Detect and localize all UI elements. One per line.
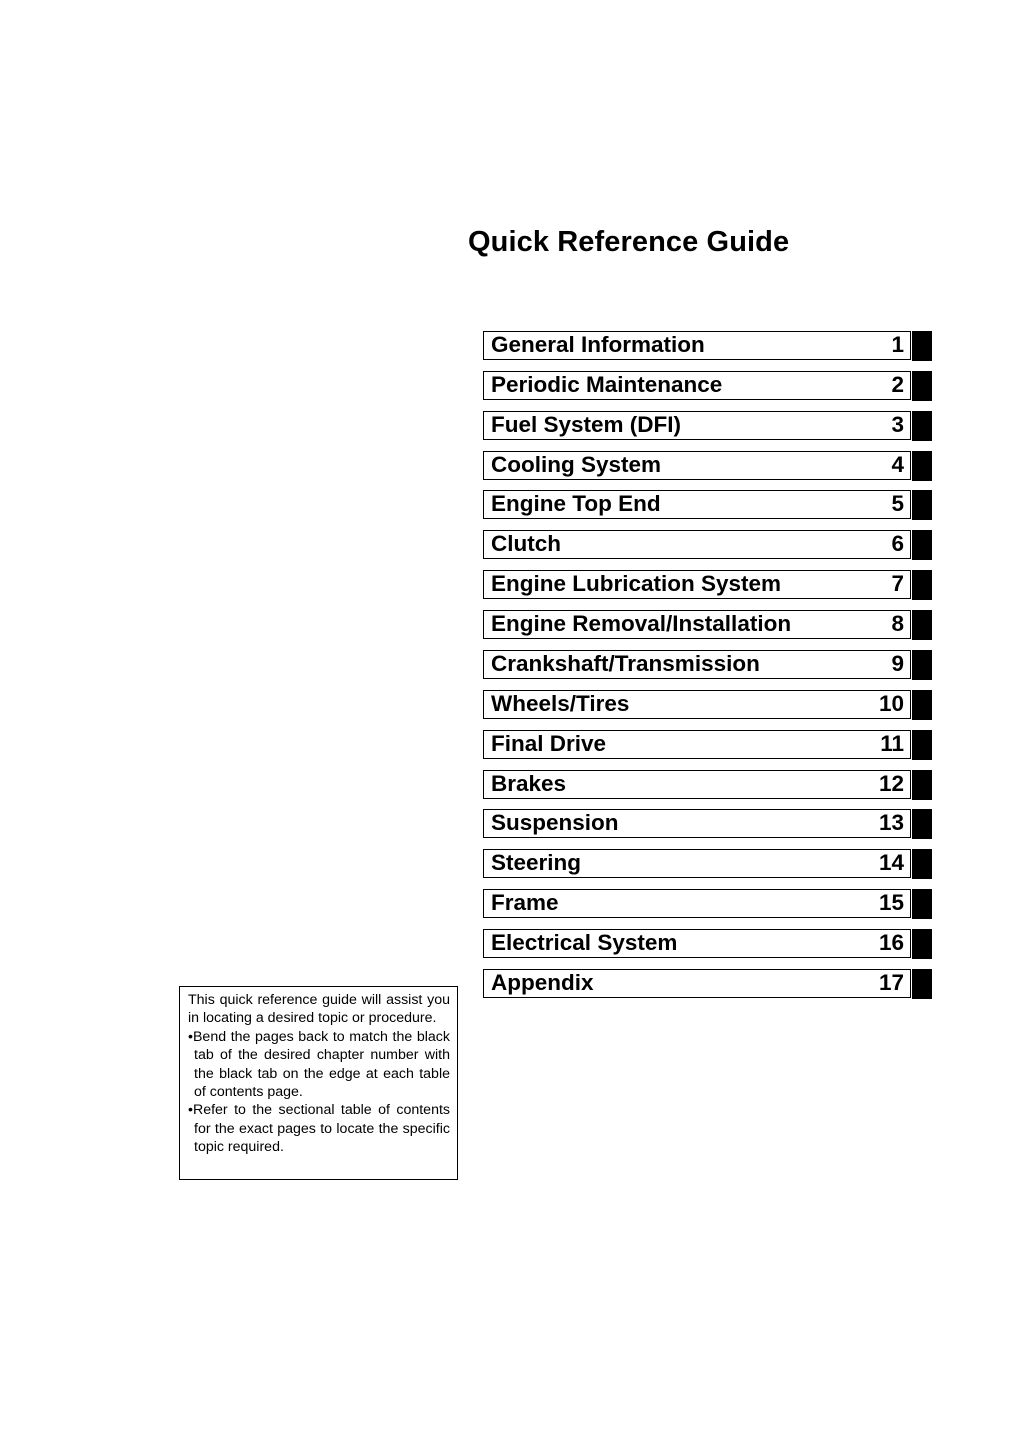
chapter-row[interactable] (483, 530, 933, 560)
chapter-number: 15 (878, 890, 904, 915)
chapter-row[interactable] (483, 610, 933, 640)
black-tab (912, 929, 932, 959)
chapter-number: 9 (891, 651, 904, 676)
black-tab (912, 809, 932, 839)
chapter-row[interactable] (483, 849, 933, 879)
chapter-row[interactable] (483, 770, 933, 800)
instructions-intro: This quick reference guide will assist you in locating a desired topic or procedure. (188, 992, 450, 1027)
chapter-number: 4 (891, 452, 904, 477)
chapter-label: Electrical System (491, 930, 678, 955)
chapter-label: Engine Removal/Installation (491, 611, 792, 636)
page-title: Quick Reference Guide (468, 226, 790, 258)
black-tab (912, 530, 932, 560)
black-tab (912, 849, 932, 879)
chapter-number: 12 (878, 771, 904, 796)
chapter-number: 11 (880, 731, 904, 756)
chapter-number: 13 (878, 810, 904, 835)
chapter-row[interactable] (483, 331, 933, 361)
black-tab (912, 730, 932, 760)
chapter-number: 6 (891, 531, 904, 556)
black-tab (912, 610, 932, 640)
chapter-label: Appendix (491, 970, 594, 995)
chapter-row[interactable] (483, 690, 933, 720)
chapter-number: 8 (891, 611, 904, 636)
chapter-label: Engine Lubrication System (491, 571, 782, 596)
black-tab (912, 650, 932, 680)
black-tab (912, 570, 932, 600)
chapter-label: Frame (491, 890, 559, 915)
chapter-number: 5 (891, 491, 904, 516)
black-tab (912, 331, 932, 361)
chapter-number: 17 (878, 970, 904, 995)
chapter-row[interactable] (483, 490, 933, 520)
chapter-number: 1 (891, 332, 904, 357)
chapter-row[interactable] (483, 809, 933, 839)
chapter-number: 10 (878, 691, 904, 716)
chapter-label: Crankshaft/Transmission (491, 651, 760, 676)
chapter-row[interactable] (483, 371, 933, 401)
chapter-label: Engine Top End (491, 491, 661, 516)
chapter-label: Brakes (491, 771, 567, 796)
chapter-label: Periodic Maintenance (491, 372, 723, 397)
chapter-row[interactable] (483, 969, 933, 999)
black-tab (912, 451, 932, 481)
chapter-number: 2 (891, 372, 904, 397)
chapter-row[interactable] (483, 411, 933, 441)
chapter-row[interactable] (483, 451, 933, 481)
chapter-row[interactable] (483, 929, 933, 959)
chapter-label: Fuel System (DFI) (491, 412, 682, 437)
black-tab (912, 770, 932, 800)
chapter-number: 7 (891, 571, 904, 596)
instructions-box (179, 986, 458, 1180)
chapter-row[interactable] (483, 730, 933, 760)
chapter-label: Cooling System (491, 452, 662, 477)
black-tab (912, 371, 932, 401)
chapter-label: Final Drive (491, 731, 607, 756)
chapter-number: 14 (878, 850, 904, 875)
chapter-number: 16 (878, 930, 904, 955)
black-tab (912, 490, 932, 520)
chapter-label: Suspension (491, 810, 619, 835)
chapter-row[interactable] (483, 570, 933, 600)
chapter-row[interactable] (483, 889, 933, 919)
black-tab (912, 411, 932, 441)
black-tab (912, 690, 932, 720)
chapter-label: General Information (491, 332, 705, 357)
chapter-number: 3 (891, 412, 904, 437)
black-tab (912, 889, 932, 919)
instructions-bullet: •Refer to the sectional table of contents for the exact pages to locate the specific topic required. (188, 1102, 450, 1156)
black-tab (912, 969, 932, 999)
chapter-label: Clutch (491, 531, 561, 556)
chapter-label: Wheels/Tires (491, 691, 630, 716)
instructions-bullet: •Bend the pages back to match the black tab of the desired chapter number with the black tab on the edge at each table of contents page. (188, 1028, 450, 1101)
chapter-label: Steering (491, 850, 582, 875)
chapter-row[interactable] (483, 650, 933, 680)
